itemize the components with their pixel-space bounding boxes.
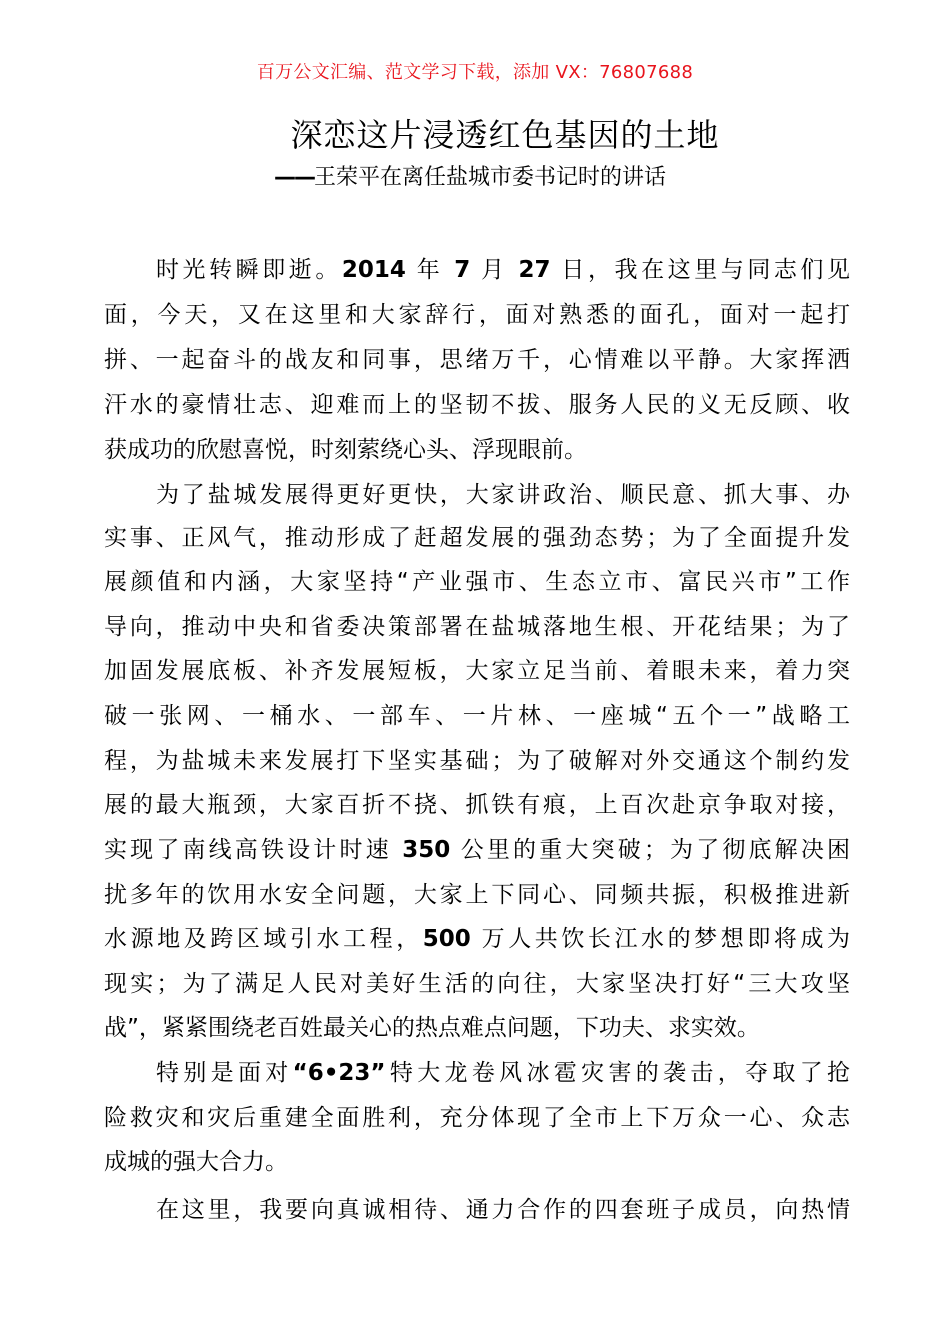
paragraph-3-line-1 bbox=[156, 1058, 850, 1088]
paragraph-1-line-2: 面，今天，又在这里和大家辞行，面对熟悉的面孔，面对一起打 bbox=[104, 302, 850, 328]
text-run: 实现了南线高铁设计时速 bbox=[104, 837, 403, 863]
paragraph-2-line-13: 战”，紧紧围绕老百姓最关心的热点难点问题，下功夫、求实效。 bbox=[104, 1015, 760, 1041]
text-run: 公里的重大突破；为了彻底解决困 bbox=[450, 837, 850, 863]
paragraph-2-line-6: 破一张网、一桶水、一部车、一片林、一座城“五个一”战略工 bbox=[104, 703, 850, 729]
subtitle-dash: —— bbox=[274, 165, 314, 190]
watermark-header: 百万公文汇编、范文学习下载，添加 VX：76807688 bbox=[256, 62, 694, 83]
text-run: 水源地及跨区域引水工程， bbox=[104, 926, 423, 952]
paragraph-2-line-4: 导向，推动中央和省委决策部署在盐城落地生根、开花结果；为了 bbox=[104, 614, 850, 640]
text-run: 特别是面对 bbox=[156, 1060, 293, 1086]
text-run: 特大龙卷风冰雹灾害的袭击，夺取了抢 bbox=[385, 1060, 851, 1086]
paragraph-3-line-2: 险救灾和灾后重建全面胜利，充分体现了全市上下万众一心、众志 bbox=[104, 1105, 850, 1131]
paragraph-2-line-5: 加固发展底板、补齐发展短板，大家立足当前、着眼未来，着力突 bbox=[104, 658, 850, 684]
document-subtitle bbox=[274, 160, 666, 191]
paragraph-2-line-10: 扰多年的饮用水安全问题，大家上下同心、同频共振，积极推进新 bbox=[104, 882, 850, 908]
paragraph-4-line-1: 在这里，我要向真诚相待、通力合作的四套班子成员，向热情 bbox=[156, 1197, 850, 1223]
text-run: 万人共饮长江水的梦想即将成为 bbox=[470, 926, 851, 952]
text-run: 时光转瞬即逝。 bbox=[156, 257, 342, 283]
document-title: 深恋这片浸透红色基因的土地 bbox=[290, 116, 720, 154]
paragraph-2-line-9 bbox=[104, 835, 850, 865]
paragraph-2-line-12: 现实；为了满足人民对美好生活的向往，大家坚决打好“三大攻坚 bbox=[104, 971, 850, 997]
paragraph-1-line-5: 获成功的欣慰喜悦，时刻萦绕心头、浮现眼前。 bbox=[104, 437, 587, 463]
paragraph-2-line-2: 实事、正风气，推动形成了赶超发展的强劲态势；为了全面提升发 bbox=[104, 525, 850, 551]
paragraph-2-line-11 bbox=[104, 924, 850, 954]
bold-number: 500 bbox=[422, 926, 471, 952]
paragraph-2-line-7: 程，为盐城未来发展打下坚实基础；为了破解对外交通这个制约发 bbox=[104, 748, 850, 774]
bold-day: 27 bbox=[518, 257, 551, 283]
text-run: 年 bbox=[405, 257, 455, 283]
paragraph-1-line-1 bbox=[156, 255, 850, 285]
subtitle-text: 王荣平在离任盐城市委书记时的讲话 bbox=[314, 165, 667, 190]
paragraph-1-line-3: 拼、一起奋斗的战友和同事，思绪万千，心情难以平静。大家挥洒 bbox=[104, 347, 850, 373]
paragraph-2-line-3: 展颜值和内涵，大家坚持“产业强市、生态立市、富民兴市”工作 bbox=[104, 569, 850, 595]
bold-month: 7 bbox=[454, 257, 471, 283]
text-run: 日，我在这里与同志们见 bbox=[550, 257, 850, 283]
text-run: 月 bbox=[470, 257, 519, 283]
paragraph-3-line-3: 成城的强大合力。 bbox=[104, 1149, 288, 1175]
paragraph-2-line-1: 为了盐城发展得更好更快，大家讲政治、顺民意、抓大事、办 bbox=[156, 482, 850, 508]
bold-date: “6•23” bbox=[292, 1060, 386, 1086]
paragraph-2-line-8: 展的最大瓶颈，大家百折不挠、抓铁有痕，上百次赴京争取对接， bbox=[104, 792, 850, 818]
bold-number: 350 bbox=[402, 837, 451, 863]
bold-year: 2014 bbox=[341, 257, 406, 283]
paragraph-1-line-4: 汗水的豪情壮志、迎难而上的坚韧不拔、服务人民的义无反顾、收 bbox=[104, 392, 850, 418]
